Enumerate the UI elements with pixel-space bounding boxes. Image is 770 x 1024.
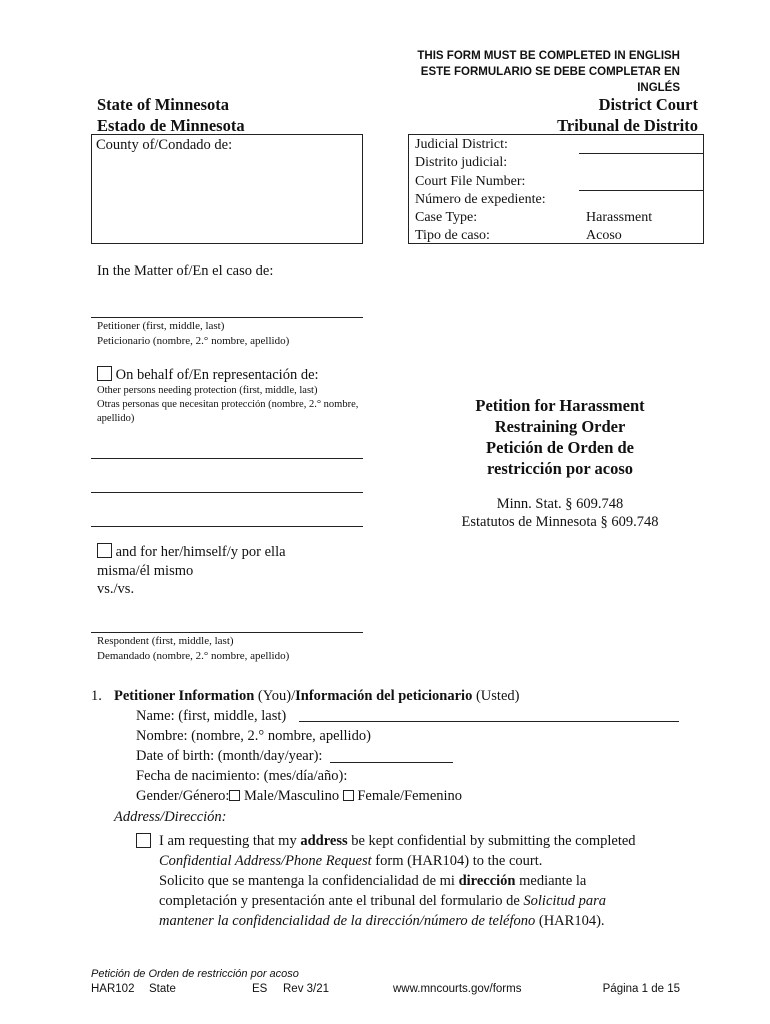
court-file-number-field[interactable] — [579, 190, 703, 191]
footer-page-number: Página 1 de 15 — [602, 983, 680, 995]
confidential-address-checkbox[interactable] — [136, 833, 151, 848]
respondent-name-field[interactable] — [91, 632, 363, 633]
respondent-caption-es: Demandado (nombre, 2.° nombre, apellido) — [97, 650, 290, 662]
english-notice: THIS FORM MUST BE COMPLETED IN ENGLISH — [417, 50, 680, 62]
numero-expediente-label: Número de expediente: — [415, 191, 546, 207]
footer-language: ES — [252, 983, 268, 995]
petitioner-full-name-field[interactable] — [299, 721, 679, 722]
section-heading: Petitioner Information (You)/Información del peticionario (Usted) — [114, 688, 520, 704]
form-title-es: Petición de Orden de — [485, 438, 635, 457]
petitioner-caption: Petitioner (first, middle, last) — [97, 320, 225, 332]
on-behalf-checkbox[interactable] — [97, 366, 112, 381]
statute-citation-es: Estatutos de Minnesota § 609.748 — [461, 514, 659, 530]
judicial-district-label: Judicial District: — [415, 137, 508, 152]
distrito-judicial-label: Distrito judicial: — [415, 155, 508, 171]
other-person-field-3[interactable] — [91, 526, 363, 527]
dob-label: Date of birth: (month/day/year): — [136, 748, 323, 764]
form-title-cont: Restraining Order — [494, 417, 626, 436]
self-label: and for her/himself/y por ella — [115, 544, 286, 560]
statute-citation: Minn. Stat. § 609.748 — [496, 496, 624, 512]
footer-revision: Rev 3/21 — [283, 983, 330, 995]
others-caption-es: Otras personas que necesitan protección (nombre, 2.° nombre, apellido) — [97, 399, 359, 424]
county-box — [91, 134, 363, 244]
tipo-caso-value: Acoso — [586, 228, 622, 244]
footer-title: Petición de Orden de restricción por acoso — [91, 968, 299, 980]
court-title-es: Tribunal de Distrito — [557, 116, 698, 135]
court-file-number-label: Court File Number: — [415, 173, 526, 189]
section-number: 1. — [91, 688, 102, 704]
form-title: Petition for Harassment — [475, 396, 645, 415]
name-label: Name: (first, middle, last) — [136, 708, 287, 724]
other-person-field-2[interactable] — [91, 492, 363, 493]
judicial-district-field[interactable] — [579, 153, 703, 154]
footer-state: State — [149, 983, 176, 995]
male-checkbox[interactable] — [229, 790, 240, 801]
spanish-notice: ESTE FORMULARIO SE DEBE COMPLETAR EN INGLÉS — [420, 66, 680, 94]
name-label-es: Nombre: (nombre, 2.° nombre, apellido) — [136, 728, 371, 744]
footer-url[interactable]: www.mncourts.gov/forms — [393, 983, 522, 995]
petitioner-name-field[interactable] — [91, 317, 363, 318]
others-caption: Other persons needing protection (first, middle, last) — [97, 385, 318, 396]
male-label: Male/Masculino — [244, 788, 340, 804]
form-title-es-cont: restricción por acoso — [486, 459, 634, 478]
self-label-cont: misma/él mismo — [97, 562, 194, 579]
on-behalf-label: On behalf of/En representación de: — [115, 367, 319, 383]
female-label: Female/Femenino — [357, 788, 463, 804]
county-label: County of/Condado de: — [96, 137, 233, 153]
state-title: State of Minnesota — [97, 95, 229, 114]
female-checkbox[interactable] — [343, 790, 354, 801]
date-of-birth-field[interactable] — [330, 762, 453, 763]
self-checkbox[interactable] — [97, 543, 112, 558]
court-info-box — [408, 134, 704, 244]
confidential-address-text: I am requesting that my address be kept confidential by submitting the completed Confidential Address/Phone Request form (HAR104) to the court. Solicito que se mantenga la confidencialidad de mi dirección mediante la completación y presentación ante el tribunal del formulario de Solicitud para mantener la confidencialidad de la dirección/número de teléfono (HAR104). — [159, 833, 636, 929]
state-title-es: Estado de Minnesota — [97, 116, 245, 135]
address-label: Address/Dirección: — [114, 809, 227, 825]
tipo-caso-label: Tipo de caso: — [415, 228, 490, 244]
respondent-caption: Respondent (first, middle, last) — [97, 635, 234, 647]
case-type-label: Case Type: — [415, 210, 478, 226]
versus-label: vs./vs. — [97, 581, 135, 597]
matter-label: In the Matter of/En el caso de: — [97, 263, 274, 279]
petitioner-caption-es: Peticionario (nombre, 2.° nombre, apellido) — [97, 335, 290, 347]
court-title: District Court — [598, 95, 698, 114]
gender-row: Gender/Género: Male/Masculino Female/Femenino — [136, 788, 463, 804]
dob-label-es: Fecha de nacimiento: (mes/día/año): — [136, 768, 348, 784]
footer-form-id: HAR102 — [91, 983, 135, 995]
case-type-value: Harassment — [586, 210, 653, 225]
other-person-field-1[interactable] — [91, 458, 363, 459]
